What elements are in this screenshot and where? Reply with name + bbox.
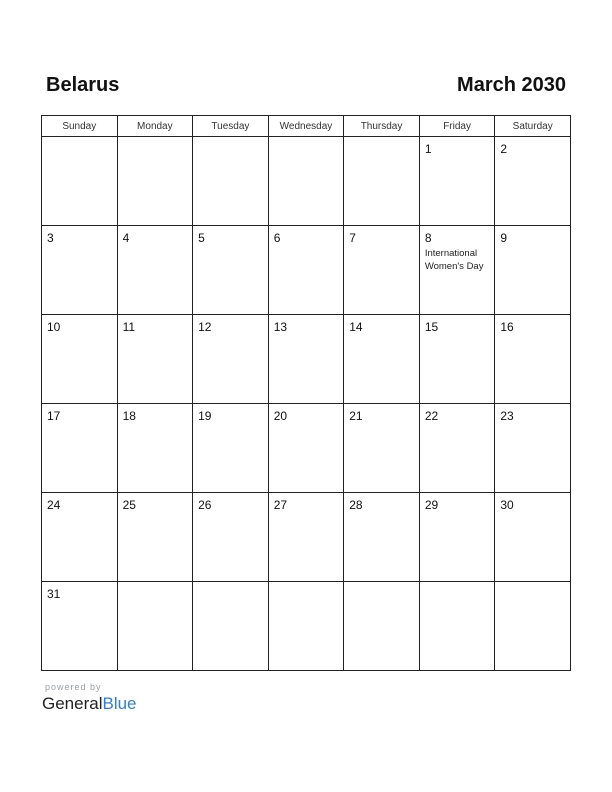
weekday-thursday: Thursday [344,116,420,137]
day-cell [268,493,344,582]
weekday-friday: Friday [419,116,495,137]
day-number: 29 [424,498,439,512]
day-number [344,582,419,587]
day-cell [419,404,495,493]
day-cell [42,137,118,226]
day-cell [419,315,495,404]
footer-branding [42,682,137,714]
day-cell [42,404,118,493]
day-number: 14 [349,320,363,334]
day-number [42,137,117,142]
day-cell [42,582,118,671]
calendar-header [46,70,566,100]
day-cell [42,315,118,404]
day-number: 3 [47,231,54,245]
day-cell [42,493,118,582]
day-cell [495,315,571,404]
day-number [193,582,268,587]
week-row [42,404,571,493]
day-cell [193,493,269,582]
day-cell [117,137,193,226]
day-number: 16 [500,320,514,334]
day-number: 9 [500,231,508,245]
day-number: 24 [47,498,61,512]
day-number: 19 [198,409,212,423]
weekday-sunday: Sunday [42,116,118,137]
powered-by-label: powered by [45,682,102,692]
day-cell [419,137,495,226]
brand-general-text: General [42,694,103,713]
day-cell [268,582,344,671]
month-year-title: March 2030 [457,73,566,96]
day-cell [268,315,344,404]
day-number: 1 [424,142,432,156]
day-number [269,582,344,587]
day-cell [268,404,344,493]
day-number: 23 [500,409,514,423]
day-cell [495,582,571,671]
day-number: 20 [273,409,288,423]
day-number: 27 [273,498,288,512]
day-cell [344,226,420,315]
day-number: 17 [47,409,61,423]
day-number: 13 [273,320,288,334]
day-cell [268,137,344,226]
day-number: 6 [273,231,281,245]
week-row [42,137,571,226]
day-number: 26 [198,498,212,512]
day-cell [193,137,269,226]
day-cell [193,404,269,493]
generalblue-logo [42,694,137,714]
day-cell [495,226,571,315]
day-cell [117,493,193,582]
weekday-saturday: Saturday [495,116,571,137]
day-number: 15 [424,320,439,334]
day-number [344,137,419,142]
day-cell [344,493,420,582]
day-cell [495,404,571,493]
day-number: 21 [349,409,363,423]
day-cell [193,315,269,404]
day-cell [268,226,344,315]
weekday-wednesday: Wednesday [268,116,344,137]
day-number [193,137,268,142]
day-cell [419,582,495,671]
day-number: 10 [47,320,61,334]
day-cell [344,582,420,671]
holiday-label: International Women's Day [424,248,484,272]
day-number: 18 [122,409,136,423]
day-cell [193,582,269,671]
day-number: 28 [349,498,363,512]
day-number: 7 [349,231,356,245]
day-number: 8 [424,231,432,245]
day-number [420,582,495,587]
weekday-tuesday: Tuesday [193,116,269,137]
day-cell [495,137,571,226]
day-cell [495,493,571,582]
day-number: 25 [122,498,136,512]
day-number: 31 [47,587,61,601]
month-calendar [41,115,571,671]
day-number: 11 [122,320,136,334]
day-number: 2 [500,142,508,156]
day-cell [344,315,420,404]
country-title: Belarus [46,73,120,96]
week-row [42,226,571,315]
weekday-header-row [42,116,571,137]
day-cell [117,226,193,315]
day-number [118,137,193,142]
day-cell [117,582,193,671]
day-number: 12 [198,320,212,334]
day-cell [419,493,495,582]
day-number [269,137,344,142]
day-number: 5 [198,231,205,245]
day-number: 30 [500,498,514,512]
week-row [42,315,571,404]
day-cell [193,226,269,315]
day-cell [344,137,420,226]
day-number: 22 [424,409,439,423]
day-number [495,582,570,587]
weekday-monday: Monday [117,116,193,137]
week-row [42,582,571,671]
day-cell [42,226,118,315]
day-cell [117,315,193,404]
day-cell [344,404,420,493]
day-number: 4 [122,231,130,245]
brand-blue-text: Blue [102,694,137,713]
day-cell [117,404,193,493]
week-row [42,493,571,582]
day-cell [419,226,495,315]
day-number [118,582,193,587]
